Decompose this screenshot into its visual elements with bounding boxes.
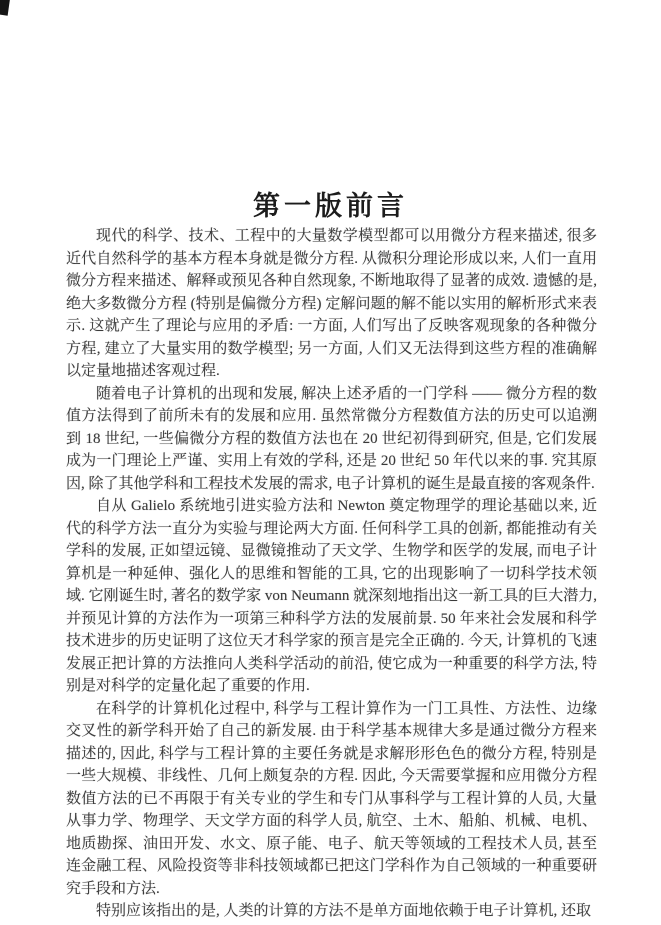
paragraph-2: 随着电子计算机的出现和发展, 解决上述矛盾的一门学科 —— 微分方程的数值方法得到了前所未有的发展和应用. 虽然常微分方程数值方法的历史可以追溯到 18 世纪, 一些偏微分方程的数值方法也在 20 世纪初得到研究, 但是, 它们发展成为一门理论上严谨、实用上有效的学科, 还是 20 世纪 50 年代以来的事. 究其原因, 除了其他学科和工程技术发展的需求, 电子计算机的诞生是最直接的客观条件. xyxy=(66,385,597,492)
page-title: 第一版前言 xyxy=(253,191,408,222)
preface-body xyxy=(66,225,597,923)
paragraph-4: 在科学的计算机化过程中, 科学与工程计算作为一门工具性、方法性、边缘交叉性的新学科开始了自己的新发展. 由于科学基本规律大多是通过微分方程来描述的, 因此, 科学与工程计算的主要任务就是求解形形色色的微分方程, 特别是一些大规模、非线性、几何上颇复杂的方程. 因此, 今天需要掌握和应用微分方程数值方法的已不再限于有关专业的学生和专门从事科学与工程计算的人员, 大量从事力学、物理学、天文学方面的科学人员, 航空、土木、船舶、机械、电机、地质勘探、油田开发、水文、原子能、电子、航天等领域的工程技术人员, 甚至连金融工程、风险投资等非科技领域都已把这门学科作为自己领域的一种重要研究手段和方法. xyxy=(66,700,597,897)
scan-corner-artifact xyxy=(0,0,10,16)
paragraph-1: 现代的科学、技术、工程中的大量数学模型都可以用微分方程来描述, 很多近代自然科学的基本方程本身就是微分方程. 从微积分理论形成以来, 人们一直用微分方程来描述、解释或预见各种自然现象, 不断地取得了显著的成效. 遗憾的是, 绝大多数微分方程 (特别是偏微分方程) 定解问题的解不能以实用的解析形式来表示. 这就产生了理论与应用的矛盾: 一方面, 人们写出了反映客观现象的各种微分方程, 建立了大量实用的数学模型; 另一方面, 人们又无法得到这些方程的准确解以定量地描述客观过程. xyxy=(66,228,597,379)
paragraph-3: 自从 Galielo 系统地引进实验方法和 Newton 奠定物理学的理论基础以来, 近代的科学方法一直分为实验与理论两大方面. 任何科学工具的创新, 都能推动有关学科的发展, 正如望远镜、显微镜推动了天文学、生物学和医学的发展, 而电子计算机是一种延伸、强化人的思维和智能的工具, 它的出现影响了一切科学技术领域. 它刚诞生时, 著名的数学家 von Neumann 就深刻地指出这一新工具的巨大潜力, 并预见计算的方法作为一项第三种科学方法的发展前景. 50 年来社会发展和科学技术进步的历史证明了这位天才科学家的预言是完全正确的. 今天, 计算机的飞速发展正把计算的方法推向人类科学活动的前沿, 使它成为一种重要的科学方法, 特别是对科学的定量化起了重要的作用. xyxy=(66,498,597,694)
paragraph-5: 特别应该指出的是, 人类的计算的方法不是单方面地依赖于电子计算机, 还取 xyxy=(96,903,592,919)
